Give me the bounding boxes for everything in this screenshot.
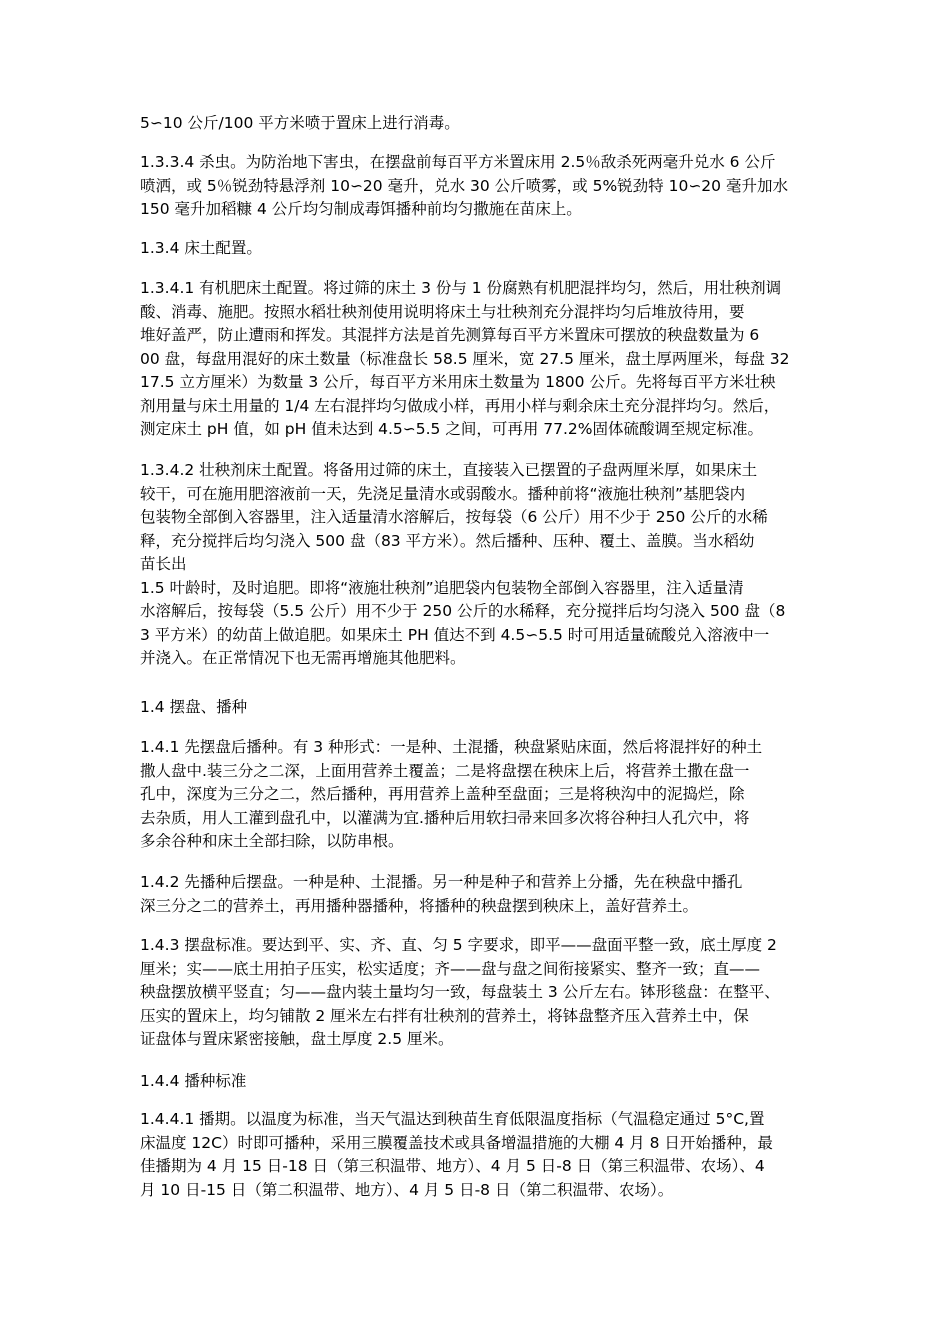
text-line: 1.3.4.1 有机肥床土配置。将过筛的床土 3 份与 1 份腐熟有机肥混拌均匀，然后，用壮秧剂调 bbox=[140, 279, 782, 297]
paragraph-1-3-4-2 bbox=[140, 459, 785, 671]
paragraph-1-4-4-1 bbox=[140, 1108, 773, 1202]
heading-1-4 bbox=[140, 696, 247, 720]
text-line: 证盘体与置床紧密接触，盘土厚度 2.5 厘米。 bbox=[140, 1030, 454, 1048]
heading-1-3-4 bbox=[140, 237, 262, 261]
text-line: 月 10 日-15 日（第二积温带、地方）、4 月 5 日-8 日（第二积温带、农场）。 bbox=[140, 1180, 674, 1199]
text-line: 1.3.4 床土配置。 bbox=[140, 239, 262, 257]
text-line: 喷洒，或 5％锐劲特悬浮剂 10∽20 毫升，兑水 30 公斤喷雾，或 5%锐劲特 10∽20 毫升加水 bbox=[140, 176, 788, 195]
paragraph-1-3-3-4-insecticide bbox=[140, 151, 788, 222]
text-line: 酸、消毒、施肥。按照水稻壮秧剂使用说明将床土与壮秧剂充分混拌均匀后堆放待用，要 bbox=[140, 302, 745, 321]
text-line: 1.3.4.2 壮秧剂床土配置。将备用过筛的床土，直接装入已摆置的子盘两厘米厚，如果床土 bbox=[140, 461, 758, 479]
text-line: 5∽10 公斤/100 平方米喷于置床上进行消毒。 bbox=[140, 114, 460, 132]
text-line: 深三分之二的营养土，再用播种器播种，将播种的秧盘摆到秧床上，盖好营养土。 bbox=[140, 896, 699, 915]
text-line: 剂用量与床土用量的 1/4 左右混拌均匀做成小样，再用小样与剩余床土充分混拌均匀。然后， bbox=[140, 396, 780, 415]
text-line: 3 平方米）的幼苗上做追肥。如果床土 PH 值达不到 4.5∽5.5 时可用适量硫酸兑入溶液中一 bbox=[140, 625, 770, 644]
text-line: 17.5 立方厘米）为数量 3 公斤，每百平方米用床土数量为 1800 公斤。先将每百平方米壮秧 bbox=[140, 373, 776, 391]
text-line: 秧盘摆放横平竖直；匀——盘内装土量均匀一致，每盘装土 3 公斤左右。钵形毯盘：在整平、 bbox=[140, 983, 780, 1001]
text-line: 1.4.1 先摆盘后播种。有 3 种形式：一是种、土混播，秧盘紧贴床面，然后将混拌好的种土 bbox=[140, 738, 763, 756]
text-line: 水溶解后，按每袋（5.5 公斤）用不少于 250 公斤的水稀释，充分搅拌后均匀浇入 500 盘（8 bbox=[140, 602, 786, 620]
text-line: 释，充分搅拌后均匀浇入 500 盘（83 平方米）。然后播种、压种、覆土、盖膜。当水稻幼 bbox=[140, 531, 755, 550]
text-line: 堆好盖严，防止遭雨和挥发。其混拌方法是首先测算每百平方米置床可摆放的秧盘数量为 6 bbox=[140, 326, 760, 344]
text-line: 包装物全部倒入容器里，注入适量清水溶解后，按每袋（6 公斤）用不少于 250 公斤的水稀 bbox=[140, 508, 768, 526]
paragraph-1-4-1 bbox=[140, 736, 762, 854]
paragraph-1-4-2 bbox=[140, 871, 742, 918]
text-line: 多余谷种和床土全部扫除，以防串根。 bbox=[140, 832, 404, 850]
text-line: 撒人盘中.装三分之二深，上面用营养土覆盖；二是将盘摆在秧床上后，将营养土撒在盘一 bbox=[140, 761, 750, 780]
text-line: 孔中，深度为三分之二，然后播种，再用营养上盖种至盘面；三是将秧沟中的泥捣烂，除 bbox=[140, 785, 745, 803]
text-line: 150 毫升加稻糠 4 公斤均匀制成毒饵播种前均匀撒施在苗床上。 bbox=[140, 200, 582, 218]
text-line: 床温度 12C）时即可播种，采用三膜覆盖技术或具备增温措施的大棚 4 月 8 日开始播种，最 bbox=[140, 1133, 773, 1152]
text-line: 1.4.4.1 播期。以温度为标准，当天气温达到秧苗生育低限温度指标（气温稳定通过 5°C,置 bbox=[140, 1110, 765, 1128]
text-line: 1.4.4 播种标准 bbox=[140, 1072, 247, 1090]
text-line: 压实的置床上，均匀铺散 2 厘米左右拌有壮秧剂的营养土，将钵盘整齐压入营养土中，保 bbox=[140, 1006, 749, 1025]
text-line: 并浇入。在正常情况下也无需再增施其他肥料。 bbox=[140, 649, 466, 667]
text-line: 1.4.3 摆盘标准。要达到平、实、齐、直、匀 5 字要求，即平——盘面平整一致，底土厚度 2 bbox=[140, 936, 777, 954]
heading-1-4-4 bbox=[140, 1070, 246, 1094]
text-line: 厘米；实——底土用拍子压实，松实适度；齐——盘与盘之间衔接紧实、整齐一致；直—— bbox=[140, 959, 761, 978]
paragraph-1-4-3 bbox=[140, 934, 780, 1052]
text-line: 1.5 叶龄时，及时追肥。即将“液施壮秧剂”追肥袋内包装物全部倒入容器里，注入适量清 bbox=[140, 578, 744, 597]
paragraph-disinfection-dose bbox=[140, 112, 460, 136]
text-line: 去杂质，用人工灌到盘孔中，以灌满为宜.播种后用软扫帚来回多次将谷种扫人孔穴中，将 bbox=[140, 808, 750, 827]
paragraph-1-3-4-1 bbox=[140, 277, 790, 442]
text-line: 1.3.3.4 杀虫。为防治地下害虫，在摆盘前每百平方米置床用 2.5％敌杀死两毫升兑水 6 公斤 bbox=[140, 153, 776, 171]
text-line: 00 盘，每盘用混好的床土数量（标准盘长 58.5 厘米，宽 27.5 厘米，盘土厚两厘米，每盘 32 bbox=[140, 349, 790, 368]
text-line: 1.4 摆盘、播种 bbox=[140, 698, 248, 716]
text-line: 佳播期为 4 月 15 日-18 日（第三积温带、地方）、4 月 5 日-8 日（第三积温带、农场）、4 bbox=[140, 1157, 765, 1175]
text-line: 测定床土 pH 值，如 pH 值未达到 4.5∽5.5 之间，可再用 77.2%固体硫酸调至规定标准。 bbox=[140, 420, 764, 438]
text-line: 苗长出 bbox=[140, 555, 187, 573]
text-line: 较干，可在施用肥溶液前一天，先浇足量清水或弱酸水。播种前将“液施壮秧剂”基肥袋内 bbox=[140, 484, 746, 503]
text-line: 1.4.2 先播种后摆盘。一种是种、土混播。另一种是种子和营养上分播，先在秧盘中播孔 bbox=[140, 873, 743, 891]
